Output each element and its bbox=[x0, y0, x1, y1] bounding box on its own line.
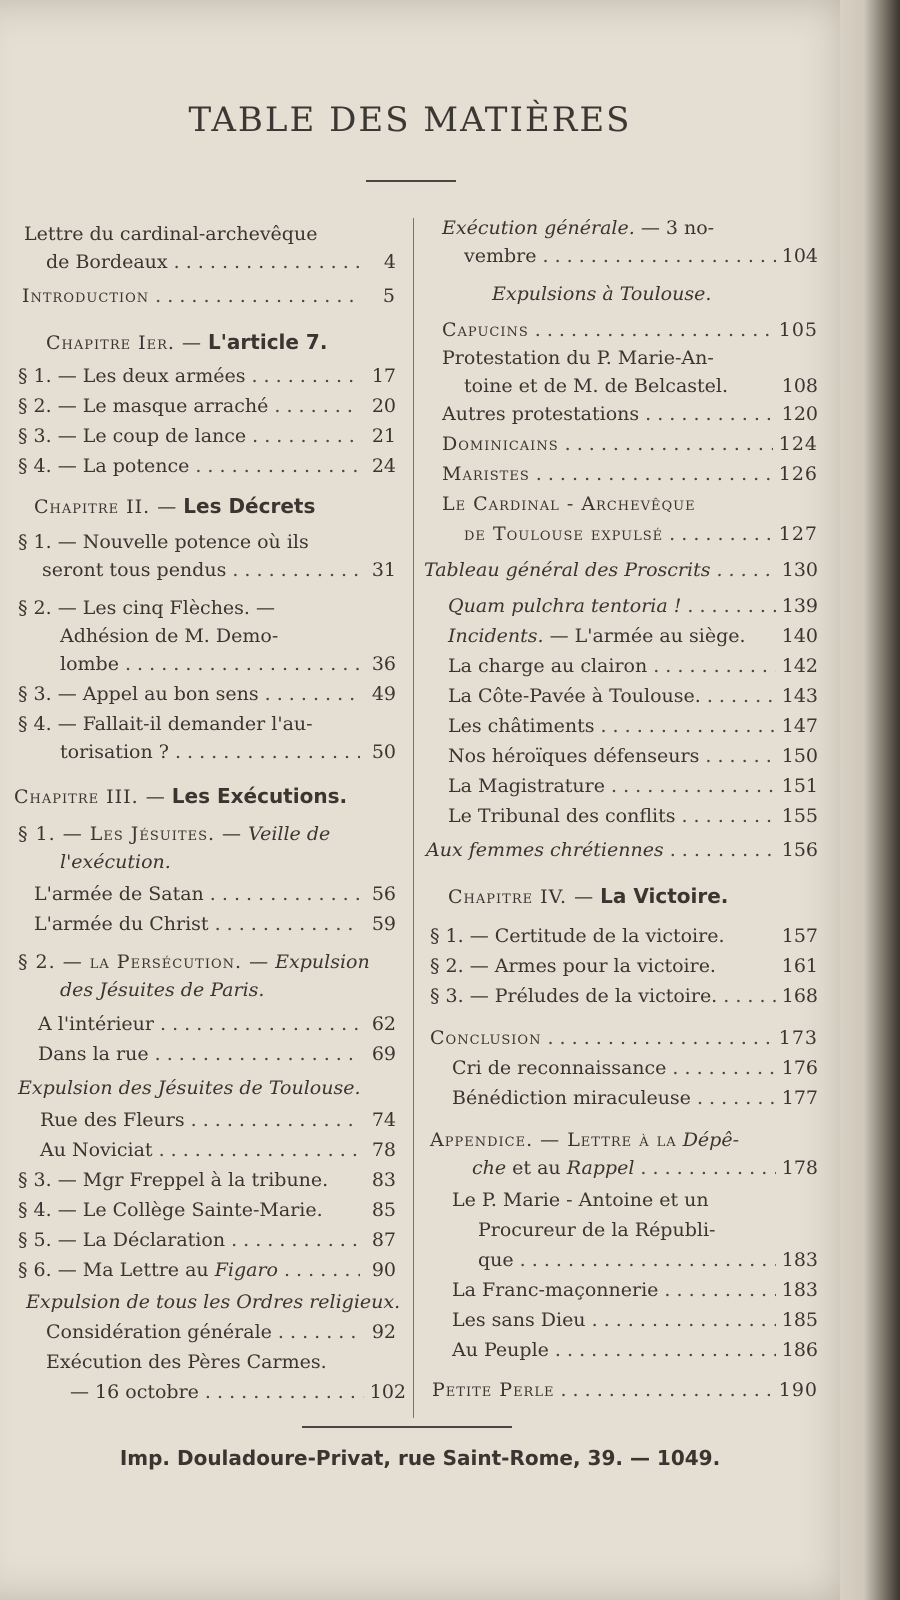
page-number: 186 bbox=[781, 1339, 818, 1361]
page-number: 90 bbox=[371, 1259, 396, 1281]
page-number: 92 bbox=[371, 1321, 396, 1343]
section-heading: Expulsions à Toulouse. bbox=[492, 283, 712, 305]
toc-entry: La charge au clairon . . . 142 bbox=[448, 652, 818, 680]
page-number: 62 bbox=[371, 1013, 396, 1035]
toc-entry-conclusion: Conclusion . . . 173 bbox=[430, 1024, 818, 1052]
page-number: 176 bbox=[781, 1057, 818, 1079]
section-heading: Expulsion de tous les Ordres religieux. bbox=[26, 1291, 401, 1313]
page-number: 147 bbox=[781, 715, 818, 737]
toc-entry: § 3. — Le coup de lance . . . 21 bbox=[18, 422, 396, 450]
toc-entry: L'armée de Satan . . . 56 bbox=[34, 880, 396, 908]
page-number: 177 bbox=[781, 1087, 818, 1109]
toc-entry: Le P. Marie - Antoine et un bbox=[452, 1189, 709, 1211]
toc-entry: Exécution des Pères Carmes. bbox=[46, 1351, 327, 1373]
toc-entry: Nos héroïques défenseurs . . . 150 bbox=[448, 742, 818, 770]
toc-entry-cont: de Toulouse expulsé . . . 127 bbox=[464, 520, 818, 548]
toc-entry: § 3. — Appel au bon sens . . . 49 bbox=[18, 680, 396, 708]
toc-entry: Dans la rue . . . 69 bbox=[38, 1040, 396, 1068]
toc-entry-cont: — 16 octobre . . . 102 bbox=[70, 1378, 406, 1406]
page-number: 142 bbox=[781, 655, 818, 677]
page-number: 140 bbox=[781, 625, 818, 647]
page-number: 17 bbox=[371, 365, 396, 387]
toc-entry: § 2. — Les cinq Flèches. — bbox=[18, 597, 276, 619]
page-number: 83 bbox=[371, 1169, 396, 1191]
page-number: 183 bbox=[781, 1249, 818, 1271]
chapter-2-heading: Chapitre II. — Les Décrets bbox=[34, 494, 316, 518]
page-number: 151 bbox=[781, 775, 818, 797]
chapter-4-heading: Chapitre IV. — La Victoire. bbox=[448, 884, 729, 908]
page-number: 143 bbox=[781, 685, 818, 707]
page-number: 183 bbox=[781, 1279, 818, 1301]
toc-entry: § 1. — Certitude de la victoire. 157 bbox=[430, 922, 818, 950]
toc-entry-cont: lombe . . . 36 bbox=[60, 650, 396, 678]
toc-entry: Considération générale . . . 92 bbox=[46, 1318, 396, 1346]
toc-entry: § 5. — La Déclaration . . . 87 bbox=[18, 1226, 396, 1254]
toc-entry: Exécution générale. — 3 no- bbox=[442, 217, 715, 239]
page-number: 168 bbox=[781, 985, 818, 1007]
page-number: 56 bbox=[371, 883, 396, 905]
column-divider bbox=[413, 218, 414, 1418]
page-number: 178 bbox=[781, 1157, 818, 1179]
page-number: 161 bbox=[781, 955, 818, 977]
toc-entry: Cri de reconnaissance . . . 176 bbox=[452, 1054, 818, 1082]
toc-entry: § 3. — Préludes de la victoire. . . . 168 bbox=[430, 982, 818, 1010]
toc-entry: § 6. — Ma Lettre au Figaro . . . 90 bbox=[18, 1256, 396, 1284]
toc-entry: Les châtiments . . . 147 bbox=[448, 712, 818, 740]
toc-entry-cont: l'exécution. bbox=[60, 851, 171, 873]
toc-entry: § 4. — Fallait-il demander l'au- bbox=[18, 713, 313, 735]
toc-entry: Dominicains . . . 124 bbox=[442, 430, 818, 458]
toc-entry-cont: que . . . 183 bbox=[478, 1246, 818, 1274]
toc-entry: § 4. — La potence . . . 24 bbox=[18, 452, 396, 480]
page-number: 49 bbox=[371, 683, 396, 705]
page-number: 120 bbox=[781, 403, 818, 425]
toc-entry-appendice: Appendice. — Lettre à la Dépê- bbox=[430, 1129, 740, 1151]
toc-entry: A l'intérieur . . . 62 bbox=[38, 1010, 396, 1038]
toc-entry: Capucins . . . 105 bbox=[442, 316, 818, 344]
toc-entry: § 2. — la Persécution. — Expulsion bbox=[18, 951, 370, 973]
page-number: 21 bbox=[371, 425, 396, 447]
page-number: 69 bbox=[371, 1043, 396, 1065]
chapter-1-heading: Chapitre Ier. — L'article 7. bbox=[46, 330, 328, 354]
page-number: 102 bbox=[369, 1381, 406, 1403]
toc-entry: La Franc-maçonnerie . . . 183 bbox=[452, 1276, 818, 1304]
printer-imprint: Imp. Douladoure-Privat, rue Saint-Rome, 39. — 1049. bbox=[119, 1446, 721, 1470]
toc-entry-cont: des Jésuites de Paris. bbox=[60, 979, 265, 1001]
toc-entry: Bénédiction miraculeuse . . . 177 bbox=[452, 1084, 818, 1112]
page-number: 156 bbox=[781, 839, 818, 861]
book-page-edge bbox=[840, 0, 900, 1600]
footer-rule bbox=[302, 1426, 512, 1428]
page-number: 85 bbox=[371, 1199, 396, 1221]
toc-entry: Incidents. — L'armée au siège. 140 bbox=[448, 622, 818, 650]
page-number: 155 bbox=[781, 805, 818, 827]
page-number: 124 bbox=[778, 433, 818, 455]
toc-entry: § 2. — Armes pour la victoire. 161 bbox=[430, 952, 818, 980]
page-number: 190 bbox=[778, 1379, 818, 1401]
page-number: 185 bbox=[781, 1309, 818, 1331]
toc-entry: § 1. — Les Jésuites. — Veille de bbox=[18, 823, 331, 845]
page-number: 74 bbox=[371, 1109, 396, 1131]
toc-entry: § 1. — Nouvelle potence où ils bbox=[18, 531, 309, 553]
title-rule bbox=[366, 180, 456, 182]
page-number: 139 bbox=[781, 595, 818, 617]
page-number: 24 bbox=[371, 455, 396, 477]
page-number: 130 bbox=[781, 559, 818, 581]
page-number: 108 bbox=[781, 375, 818, 397]
toc-entry: Protestation du P. Marie-An- bbox=[442, 347, 714, 369]
toc-entry: La Côte-Pavée à Toulouse. . . . 143 bbox=[448, 682, 818, 710]
toc-entry: § 1. — Les deux armées . . . 17 bbox=[18, 362, 396, 390]
page-number: 50 bbox=[371, 741, 396, 763]
page-title: TABLE DES MATIÈRES bbox=[188, 100, 632, 140]
toc-entry-cont: Adhésion de M. Demo- bbox=[60, 625, 279, 647]
page-number: 104 bbox=[781, 245, 818, 267]
toc-entry: Quam pulchra tentoria ! . . . 139 bbox=[448, 592, 818, 620]
page-number: 150 bbox=[781, 745, 818, 767]
page-number: 59 bbox=[371, 913, 396, 935]
toc-entry-cont: seront tous pendus . . . 31 bbox=[42, 556, 396, 584]
toc-entry-lettre-cont: de Bordeaux . . . 4 bbox=[46, 248, 396, 276]
page-number: 4 bbox=[383, 251, 396, 273]
toc-entry-cont: torisation ? . . . 50 bbox=[60, 738, 396, 766]
toc-entry: L'armée du Christ . . . 59 bbox=[34, 910, 396, 938]
page-number: 78 bbox=[371, 1139, 396, 1161]
page-number: 36 bbox=[371, 653, 396, 675]
toc-entry: Maristes . . . 126 bbox=[442, 460, 818, 488]
toc-entry-cont: Procureur de la Républi- bbox=[478, 1219, 716, 1241]
page-number: 127 bbox=[778, 523, 818, 545]
toc-entry-lettre: Lettre du cardinal-archevêque bbox=[24, 223, 318, 245]
toc-entry-cont: toine et de M. de Belcastel. 108 bbox=[464, 372, 818, 400]
toc-entry: Au Noviciat . . . 78 bbox=[40, 1136, 396, 1164]
toc-entry: Les sans Dieu . . . 185 bbox=[452, 1306, 818, 1334]
toc-entry: Le Tribunal des conflits . . . 155 bbox=[448, 802, 818, 830]
page-number: 20 bbox=[371, 395, 396, 417]
toc-entry-cont: che et au Rappel . . . 178 bbox=[472, 1154, 818, 1182]
toc-entry: Au Peuple . . . 186 bbox=[452, 1336, 818, 1364]
page-number: 173 bbox=[778, 1027, 818, 1049]
page-number: 126 bbox=[778, 463, 818, 485]
toc-entry: § 4. — Le Collège Sainte-Marie. 85 bbox=[18, 1196, 396, 1224]
page-number: 105 bbox=[778, 319, 818, 341]
page-number: 87 bbox=[371, 1229, 396, 1251]
page-number: 31 bbox=[371, 559, 396, 581]
toc-entry: Aux femmes chrétiennes . . . 156 bbox=[426, 836, 818, 864]
toc-entry-petite-perle: Petite Perle . . . 190 bbox=[432, 1376, 818, 1404]
toc-entry: La Magistrature . . . 151 bbox=[448, 772, 818, 800]
section-heading: Expulsion des Jésuites de Toulouse. bbox=[18, 1077, 361, 1099]
toc-entry-cont: vembre . . . 104 bbox=[464, 242, 818, 270]
chapter-3-heading: Chapitre III. — Les Exécutions. bbox=[14, 784, 348, 808]
toc-entry: § 3. — Mgr Freppel à la tribune. 83 bbox=[18, 1166, 396, 1194]
toc-entry: Rue des Fleurs . . . 74 bbox=[40, 1106, 396, 1134]
toc-entry: Tableau général des Proscrits . . . 130 bbox=[424, 556, 818, 584]
toc-entry-introduction: Introduction . . . 5 bbox=[22, 282, 396, 310]
toc-entry: Autres protestations . . . 120 bbox=[442, 400, 818, 428]
toc-entry: Le Cardinal - Archevêque bbox=[442, 493, 696, 515]
toc-entry: § 2. — Le masque arraché . . . 20 bbox=[18, 392, 396, 420]
page-number: 157 bbox=[781, 925, 818, 947]
page-number: 5 bbox=[382, 285, 396, 307]
